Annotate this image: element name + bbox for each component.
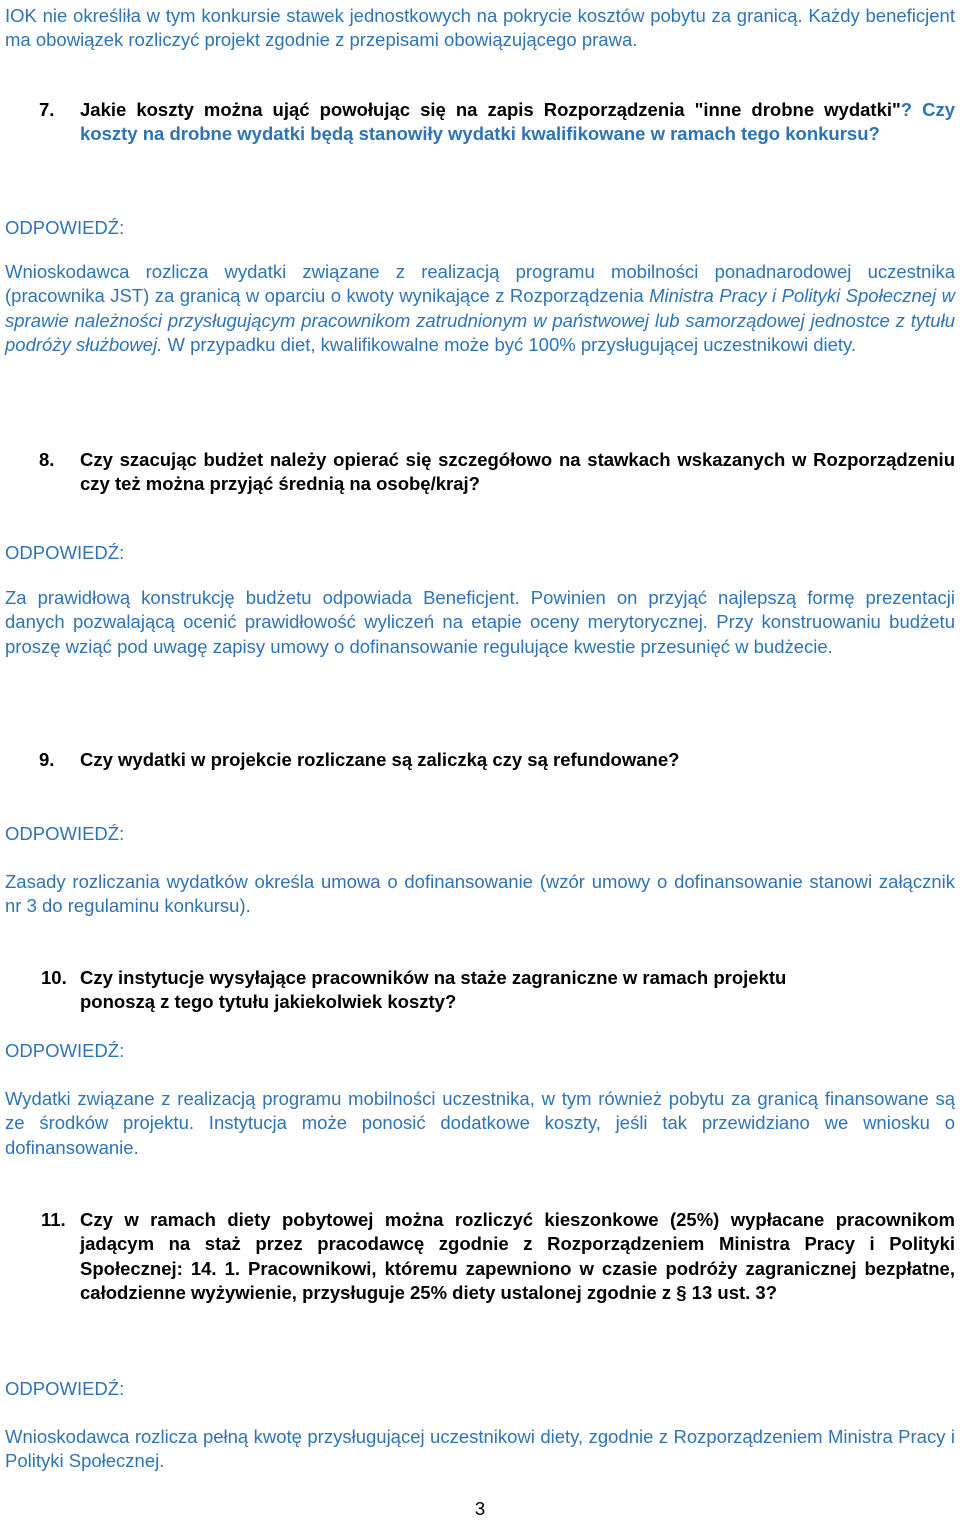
question-number: 9. xyxy=(39,749,55,770)
answer-label-8: ODPOWIEDŹ: xyxy=(5,542,125,563)
intro-paragraph: IOK nie określiła w tym konkursie stawek jednostkowych na pokrycie kosztów pobytu za granicą. Każdy beneficjent ma obowiązek rozliczyć projekt zgodnie z przepisami obowiązującego prawa. xyxy=(5,5,955,51)
answer-10: Wydatki związane z realizacją programu mobilności uczestnika, w tym również pobytu za granicą finansowane są ze środków projektu. Instytucja może ponosić dodatkowe koszty, jeśli tak przewidziano we wniosku o dofinansowanie. xyxy=(5,1088,955,1158)
question-9 xyxy=(5,748,955,772)
question-text: Czy instytucje wysyłające pracowników na staże zagraniczne w ramach projektu ponoszą z tego tytułu jakiekolwiek koszty? xyxy=(80,967,787,1013)
question-number: 11. xyxy=(41,1209,66,1230)
question-7 xyxy=(5,98,955,147)
answer-label-11: ODPOWIEDŹ: xyxy=(5,1378,125,1399)
question-8 xyxy=(5,448,955,497)
answer-7: Wnioskodawca rozlicza wydatki związane z realizacją programu mobilności ponadnarodowej uczestnika (pracownika JST) za granicą w oparciu o kwoty wynikające z Rozporządzenia Ministra Pracy i Polityki Społecznej w sprawie należności przysługującym pracownikom zatrudnionym w państwowej lub samorządowej jednostce z tytułu podróży służbowej. W przypadku diet, kwalifikowalne może być 100% przysługującej uczestnikowi diety. xyxy=(5,261,955,355)
answer-8: Za prawidłową konstrukcję budżetu odpowiada Beneficjent. Powinien on przyjąć najlepszą formę prezentacji danych pozwalającą ocenić prawidłowość wyliczeń na etapie oceny merytorycznej. Przy konstruowaniu budżetu proszę wziąć pod uwagę zapisy umowy o dofinansowanie regulujące kwestie przesunięć w budżecie. xyxy=(5,587,955,657)
question-number: 8. xyxy=(39,449,55,470)
question-text: Czy w ramach diety pobytowej można rozliczyć kieszonkowe (25%) wypłacane pracownikom jadącym na staż przez pracodawcę zgodnie z Rozporządzeniem Ministra Pracy i Polityki Społecznej: 14. 1. Pracownikowi, któremu zapewniono w czasie podróży zagranicznej bezpłatne, całodzienne wyżywienie, przysługuje 25% diety ustalonej zgodnie z § 13 ust. 3? xyxy=(80,1209,955,1303)
question-text: Jakie koszty można ująć powołując się na zapis Rozporządzenia "inne drobne wydatki"? Czy koszty na drobne wydatki będą stanowiły wydatki kwalifikowane w ramach tego konkursu? xyxy=(80,99,955,145)
question-11 xyxy=(5,1208,955,1305)
answer-label-10: ODPOWIEDŹ: xyxy=(5,1040,125,1061)
answer-11: Wnioskodawca rozlicza pełną kwotę przysługującej uczestnikowi diety, zgodnie z Rozporządzeniem Ministra Pracy i Polityki Społecznej. xyxy=(5,1426,955,1472)
answer-9: Zasady rozliczania wydatków określa umowa o dofinansowanie (wzór umowy o dofinansowanie stanowi załącznik nr 3 do regulaminu konkursu). xyxy=(5,871,955,917)
answer-label-9: ODPOWIEDŹ: xyxy=(5,823,125,844)
question-number: 10. xyxy=(41,967,67,988)
answer-label-7: ODPOWIEDŹ: xyxy=(5,217,125,238)
question-text: Czy szacując budżet należy opierać się szczegółowo na stawkach wskazanych w Rozporządzeniu czy też można przyjąć średnią na osobę/kraj? xyxy=(80,449,955,495)
question-text: Czy wydatki w projekcie rozliczane są zaliczką czy są refundowane? xyxy=(80,749,680,770)
question-number: 7. xyxy=(39,99,55,120)
page-number: 3 xyxy=(474,1498,486,1519)
question-10 xyxy=(5,966,955,1015)
